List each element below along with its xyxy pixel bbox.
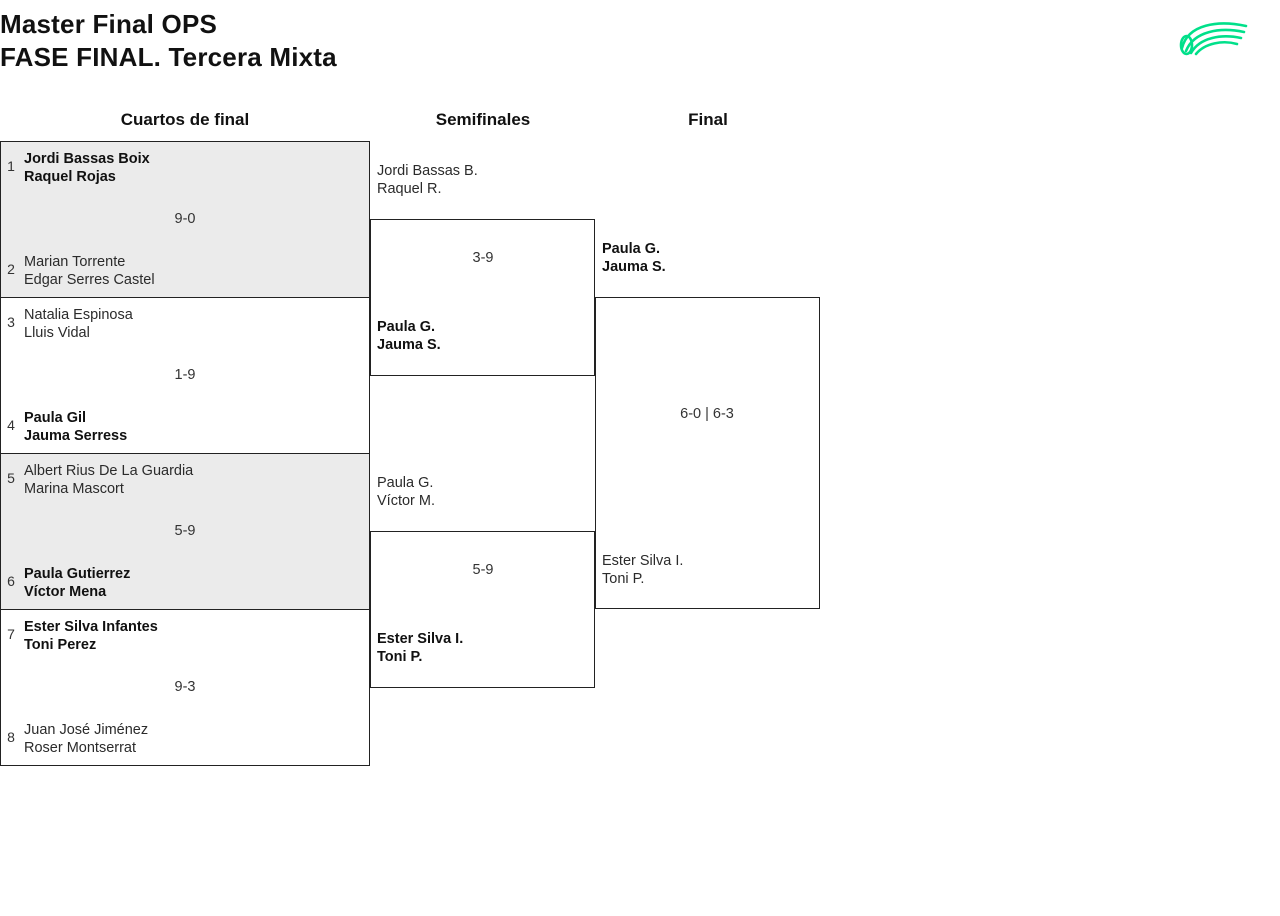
round-header-quarterfinals: Cuartos de final (120, 110, 250, 129)
score-quarterfinal-4: 9-3 (174, 679, 196, 695)
seed-2: 2 (7, 261, 15, 277)
seed-1: 1 (7, 158, 15, 174)
score-final: 6-0 | 6-3 (680, 406, 734, 422)
team-quarterfinal-2-bottom: Paula Gil Jauma Serress (24, 410, 128, 444)
seed-7: 7 (7, 626, 15, 642)
team-quarterfinal-3-top: Albert Rius De La Guardia Marina Mascort (24, 463, 194, 497)
score-semifinal-1: 3-9 (472, 250, 494, 266)
score-quarterfinal-1: 9-0 (174, 211, 196, 227)
score-semifinal-2: 5-9 (472, 562, 494, 578)
team-quarterfinal-2-top: Natalia Espinosa Lluis Vidal (24, 307, 133, 341)
score-quarterfinal-3: 5-9 (174, 523, 196, 539)
seed-5: 5 (7, 470, 15, 486)
team-semifinal-1-bottom: Paula G. Jauma S. (377, 319, 441, 353)
team-quarterfinal-4-top: Ester Silva Infantes Toni Perez (24, 619, 158, 653)
team-semifinal-2-top: Paula G. Víctor M. (377, 475, 436, 509)
swoosh-logo (1178, 18, 1250, 60)
team-quarterfinal-3-bottom: Paula Gutierrez Víctor Mena (24, 566, 131, 600)
round-header-semifinals: Semifinales (435, 110, 531, 129)
team-final-top: Paula G. Jauma S. (602, 241, 666, 275)
team-final-bottom: Ester Silva I. Toni P. (602, 553, 684, 587)
title-line-1: Master Final OPS (0, 9, 218, 39)
team-quarterfinal-1-top: Jordi Bassas Boix Raquel Rojas (24, 151, 150, 185)
team-quarterfinal-1-bottom: Marian Torrente Edgar Serres Castel (24, 254, 155, 288)
title-line-2: FASE FINAL. Tercera Mixta (0, 42, 337, 72)
score-quarterfinal-2: 1-9 (174, 367, 196, 383)
seed-4: 4 (7, 417, 15, 433)
seed-3: 3 (7, 314, 15, 330)
team-semifinal-2-bottom: Ester Silva I. Toni P. (377, 631, 464, 665)
seed-6: 6 (7, 573, 15, 589)
round-header-final: Final (688, 110, 728, 129)
team-semifinal-1-top: Jordi Bassas B. Raquel R. (377, 163, 478, 197)
page-title (0, 8, 900, 74)
seed-8: 8 (7, 729, 15, 745)
team-quarterfinal-4-bottom: Juan José Jiménez Roser Montserrat (24, 722, 149, 756)
